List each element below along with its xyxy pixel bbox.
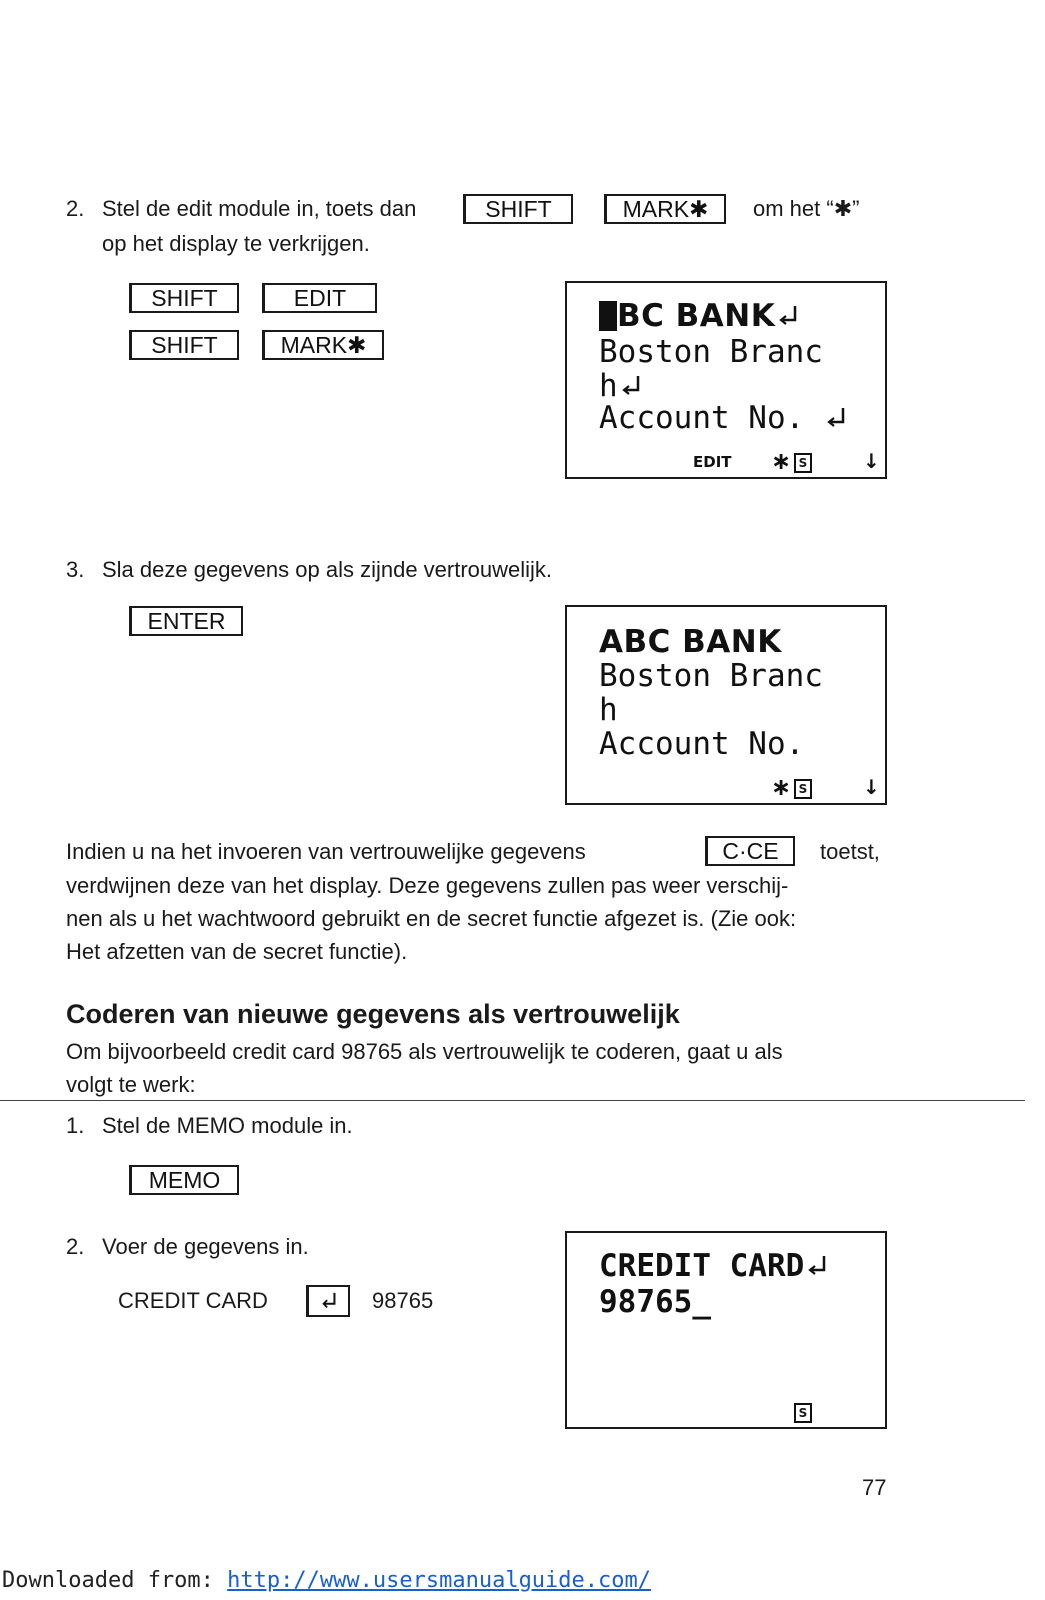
enter-key: ENTER xyxy=(129,606,243,636)
lcd-display-edit xyxy=(565,281,887,479)
down-arrow-icon: ↓ xyxy=(863,449,880,473)
step-text: Stel de edit module in, toets dan xyxy=(102,196,417,221)
lcd-line: Boston Branc xyxy=(599,334,823,370)
footer-label: Downloaded from: xyxy=(2,1568,214,1593)
paragraph-line: Indien u na het invoeren van vertrouwelijke gegevens xyxy=(66,839,586,864)
shift-key: SHIFT xyxy=(129,330,239,360)
edit-indicator: EDIT xyxy=(693,453,732,471)
paragraph-line: nen als u het wachtwoord gebruikt en de secret functie afgezet is. (Zie ook: xyxy=(66,906,797,931)
return-icon xyxy=(825,406,847,430)
shift-key: SHIFT xyxy=(129,283,239,313)
shift-key: SHIFT xyxy=(463,194,573,224)
step-number: 2. xyxy=(66,1234,85,1259)
mark-key: MARK✱ xyxy=(262,330,384,360)
return-icon xyxy=(777,304,799,328)
lcd-line: Boston Branc xyxy=(599,658,823,694)
step-text-tail: om het “✱” xyxy=(753,196,860,221)
section-intro-line: volgt te werk: xyxy=(66,1072,196,1097)
footer xyxy=(2,1568,651,1593)
step-number: 2. xyxy=(66,196,85,221)
paragraph-line: Het afzetten van de secret functie). xyxy=(66,939,408,964)
return-icon xyxy=(806,1254,828,1278)
lcd-text: CREDIT CARD xyxy=(599,1248,805,1284)
paragraph-line: toetst, xyxy=(820,839,880,864)
lcd-line xyxy=(599,299,799,333)
lcd-text: Account No. xyxy=(599,400,805,436)
section-heading: Coderen van nieuwe gegevens als vertrouwelijk xyxy=(66,999,680,1029)
step-text-line2: op het display te verkrijgen. xyxy=(102,231,370,256)
return-icon xyxy=(620,374,642,398)
down-arrow-icon: ↓ xyxy=(863,775,880,799)
lcd-display-saved xyxy=(565,605,887,805)
cursor-block xyxy=(599,301,617,331)
step-text: Voer de gegevens in. xyxy=(102,1234,309,1259)
cce-key: C·CE xyxy=(705,836,795,866)
lcd-display-credit xyxy=(565,1231,887,1429)
star-indicator: ∗ xyxy=(771,447,792,475)
entry-text: CREDIT CARD xyxy=(118,1288,268,1313)
step-number: 1. xyxy=(66,1113,85,1138)
page-number: 77 xyxy=(862,1475,887,1500)
step-number: 3. xyxy=(66,557,85,582)
lcd-line: Account No. xyxy=(599,726,805,762)
paragraph-line: verdwijnen deze van het display. Deze gegevens zullen pas weer verschij- xyxy=(66,873,789,898)
footer-link[interactable]: http://www.usersmanualguide.com/ xyxy=(227,1568,652,1593)
secret-indicator: S xyxy=(794,453,812,473)
return-icon xyxy=(319,1290,339,1312)
step-text: Stel de MEMO module in. xyxy=(102,1113,353,1138)
section-intro-line: Om bijvoorbeeld credit card 98765 als vertrouwelijk te coderen, gaat u als xyxy=(66,1039,783,1064)
lcd-text: BC BANK xyxy=(617,298,776,334)
step-text: Sla deze gegevens op als zijnde vertrouwelijk. xyxy=(102,557,553,582)
return-key xyxy=(306,1285,350,1317)
secret-indicator: S xyxy=(794,1403,812,1423)
lcd-line: h xyxy=(599,692,618,728)
star-indicator: ∗ xyxy=(771,773,792,801)
lcd-text: h xyxy=(599,368,618,404)
edit-key: EDIT xyxy=(262,283,377,313)
lcd-line xyxy=(599,369,642,403)
secret-indicator: S xyxy=(794,779,812,799)
memo-key: MEMO xyxy=(129,1165,239,1195)
entry-text: 98765 xyxy=(372,1288,434,1313)
lcd-line: ABC BANK xyxy=(599,624,782,660)
lcd-line xyxy=(599,401,847,435)
divider xyxy=(0,1100,1025,1101)
mark-key: MARK✱ xyxy=(604,194,726,224)
lcd-line: 98765_ xyxy=(599,1284,711,1320)
lcd-line xyxy=(599,1249,828,1283)
